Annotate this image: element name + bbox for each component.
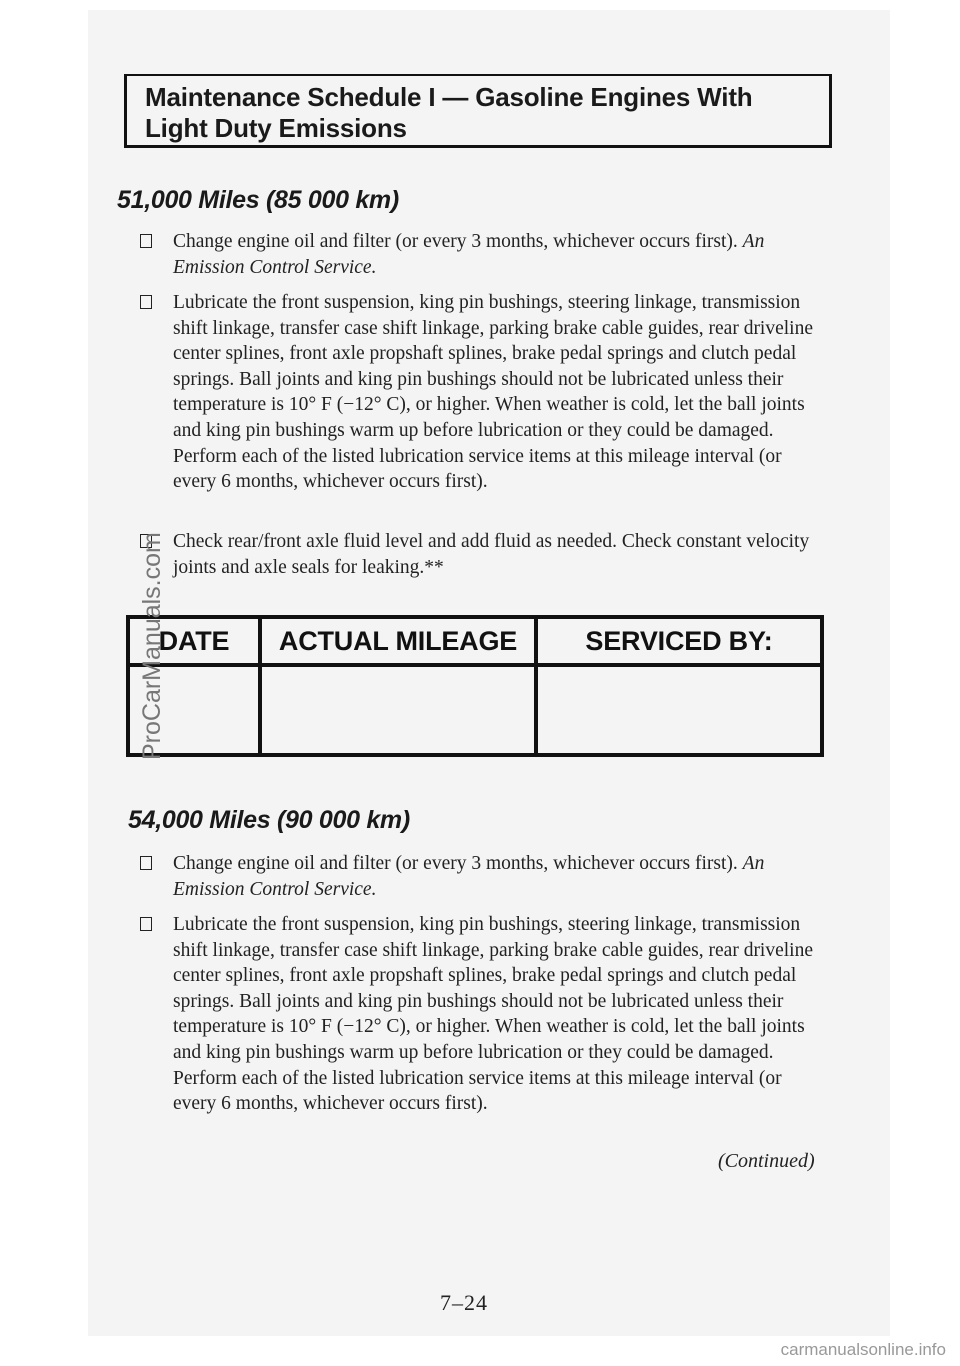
serviced-by-entry-cell[interactable]	[536, 665, 822, 755]
section-header-box	[124, 74, 832, 148]
checkbox-icon[interactable]	[140, 856, 152, 870]
side-watermark: ProCarManuals.com	[138, 532, 166, 760]
table-row	[128, 665, 822, 755]
service-record-table	[126, 615, 824, 757]
mileage-entry-cell[interactable]	[260, 665, 536, 755]
checklist-item-text	[173, 851, 828, 902]
footer-watermark: carmanualsonline.info	[780, 1340, 946, 1359]
item-italic-note: An Emission Control Service.	[173, 853, 765, 900]
checklist-item	[138, 229, 828, 280]
section-title	[145, 82, 825, 144]
checkbox-icon[interactable]	[140, 234, 152, 248]
column-header-serviced-by: SERVICED BY:	[536, 617, 822, 665]
mileage-heading-54000: 54,000 Miles (90 000 km)	[128, 806, 410, 834]
table-header-row	[128, 617, 822, 665]
checkbox-icon[interactable]	[140, 295, 152, 309]
item-main-text: Change engine oil and filter (or every 3 months, whichever occurs first).	[173, 231, 738, 252]
continued-note: (Continued)	[718, 1150, 815, 1172]
page-number: 7–24	[440, 1290, 488, 1315]
column-header-actual-mileage: ACTUAL MILEAGE	[260, 617, 536, 665]
checkbox-icon[interactable]	[140, 917, 152, 931]
checklist-item-text: Lubricate the front suspension, king pin bushings, steering linkage, transmission shift linkage, transfer case shift linkage, parking brake cable guides, rear driveline center splines, front axle propshaft splines, brake pedal springs and clutch pedal springs. Ball joints and king pin bushings should not be lubricated unless their temperature is 10° F (−12° C), or higher. When weather is cold, let the ball joints and king pin bushings warm up before lubrication or they could be damaged. Perform each of the listed lubrication service items at this mileage interval (or every 6 months, whichever occurs first).	[173, 292, 813, 493]
checklist-item	[138, 912, 828, 1117]
checklist-item-text: Lubricate the front suspension, king pin bushings, steering linkage, transmission shift linkage, transfer case shift linkage, parking brake cable guides, rear driveline center splines, front axle propshaft splines, brake pedal springs and clutch pedal springs. Ball joints and king pin bushings should not be lubricated unless their temperature is 10° F (−12° C), or higher. When weather is cold, let the ball joints and king pin bushings warm up before lubrication or they could be damaged. Perform each of the listed lubrication service items at this mileage interval (or every 6 months, whichever occurs first).	[173, 914, 813, 1115]
checklist-item	[138, 851, 828, 902]
column-header-date: DATE	[128, 617, 260, 665]
checklist-item-text: Check rear/front axle fluid level and add fluid as needed. Check constant velocity joints and axle seals for leaking.**	[173, 531, 810, 578]
mileage-heading-51000: 51,000 Miles (85 000 km)	[117, 186, 399, 214]
item-main-text: Change engine oil and filter (or every 3 months, whichever occurs first).	[173, 853, 738, 874]
section-title-line-1: Maintenance Schedule I — Gasoline Engines With	[145, 82, 753, 112]
checklist-item	[138, 290, 828, 495]
checklist-item-text	[173, 229, 828, 280]
item-italic-note: An Emission Control Service.	[173, 231, 765, 278]
section-title-line-2: Light Duty Emissions	[145, 113, 407, 143]
checklist-item	[138, 529, 828, 580]
